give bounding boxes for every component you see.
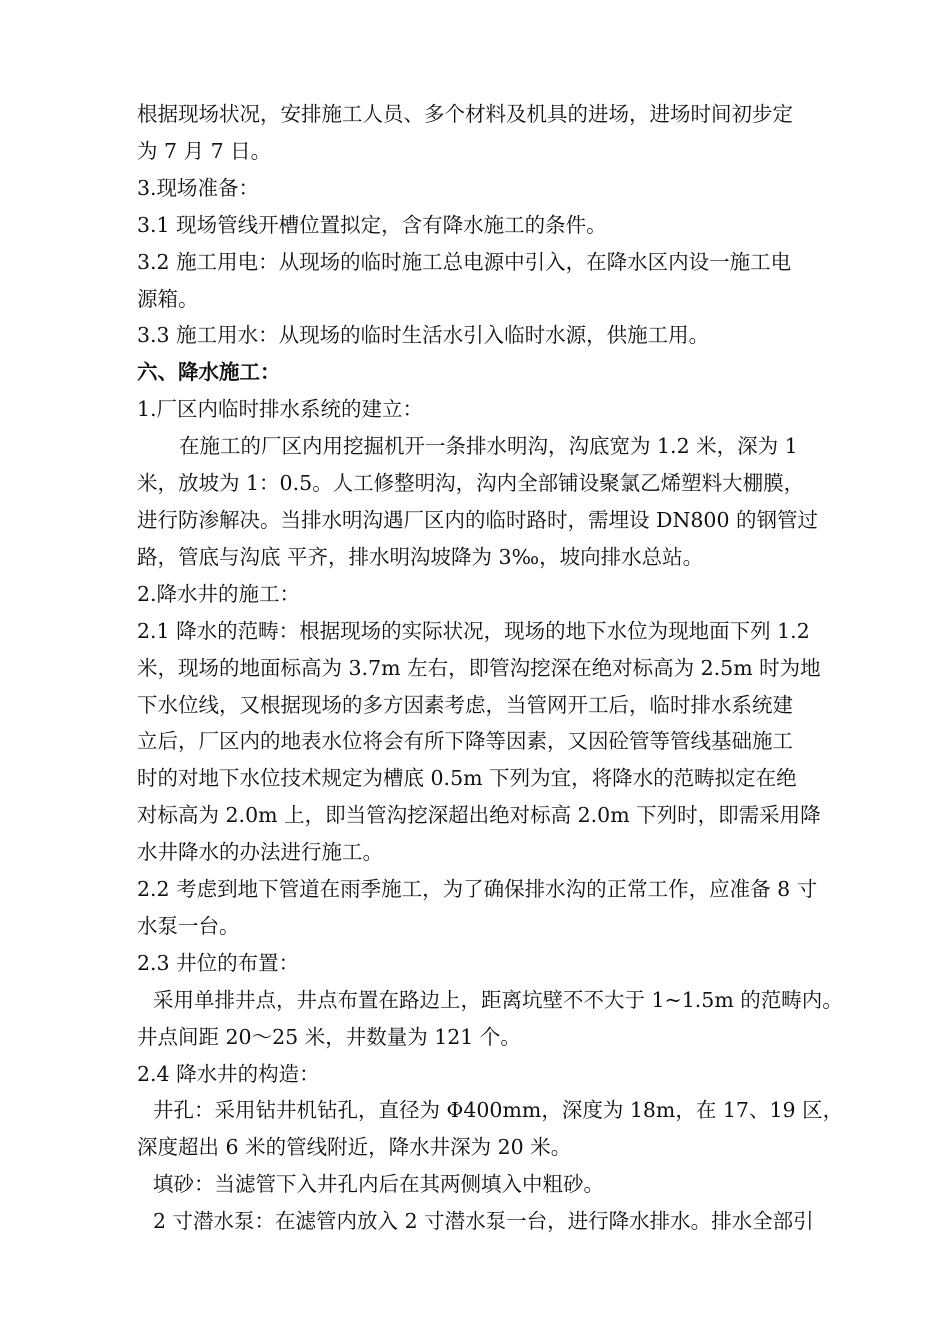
document-body xyxy=(137,96,872,1240)
section-heading: 3.现场准备： xyxy=(137,175,260,200)
paragraph-line: 水泵一台。 xyxy=(137,913,240,938)
paragraph-line: 进行防渗解决。当排水明沟遇厂区内的临时路时，需埋设 DN800 的钢管过 xyxy=(137,507,819,532)
section-heading: 2.4 降水井的构造： xyxy=(137,1061,320,1086)
paragraph-line: 采用单排井点，井点布置在路边上，距离坑壁不不大于 1~1.5m 的范畴内。 xyxy=(153,987,843,1012)
paragraph-line: 在施工的厂区内用挖掘机开一条排水明沟，沟底宽为 1.2 米，深为 1 xyxy=(179,434,798,459)
paragraph-line: 填砂：当滤管下入井孔内后在其两侧填入中粗砂。 xyxy=(153,1172,604,1197)
paragraph-line: 2.2 考虑到地下管道在雨季施工，为了确保排水沟的正常工作，应准备 8 寸 xyxy=(137,877,818,902)
paragraph-line: 深度超出 6 米的管线附近，降水井深为 20 米。 xyxy=(137,1135,572,1160)
section-heading: 2.降水井的施工： xyxy=(137,581,301,606)
paragraph-line: 为 7 月 7 日。 xyxy=(137,138,272,163)
paragraph-line: 水井降水的办法进行施工。 xyxy=(137,840,383,865)
paragraph-line: 米，现场的地面标高为 3.7m 左右，即管沟挖深在绝对标高为 2.5m 时为地 xyxy=(137,655,821,680)
section-heading: 1.厂区内临时排水系统的建立： xyxy=(137,397,424,422)
paragraph-line: 对标高为 2.0m 上，即当管沟挖深超出绝对标高 2.0m 下列时，即需采用降 xyxy=(137,803,821,828)
paragraph-line: 井点间距 20～25 米，井数量为 121 个。 xyxy=(137,1024,521,1049)
paragraph-line: 2 寸潜水泵：在滤管内放入 2 寸潜水泵一台，进行降水排水。排水全部引 xyxy=(153,1209,814,1234)
paragraph-line: 立后，厂区内的地表水位将会有所下降等因素，又因砼管等管线基础施工 xyxy=(137,729,793,754)
paragraph-line: 井孔：采用钻井机钻孔，直径为 Φ400mm，深度为 18m，在 17、19 区， xyxy=(153,1098,844,1123)
paragraph-line: 下水位线，又根据现场的多方因素考虑，当管网开工后，临时排水系统建 xyxy=(137,692,793,717)
section-heading: 2.3 井位的布置： xyxy=(137,950,300,975)
paragraph-line: 3.3 施工用水：从现场的临时生活水引入临时水源，供施工用。 xyxy=(137,323,710,348)
chapter-heading: 六、降水施工： xyxy=(137,360,281,385)
paragraph-line: 根据现场状况，安排施工人员、多个材料及机具的进场，进场时间初步定 xyxy=(137,102,793,126)
paragraph-line: 3.2 施工用电：从现场的临时施工总电源中引入，在降水区内设一施工电 xyxy=(137,249,792,274)
paragraph-line: 米，放坡为 1：0.5。人工修整明沟，沟内全部铺设聚氯乙烯塑料大棚膜， xyxy=(137,471,805,496)
paragraph-line: 时的对地下水位技术规定为槽底 0.5m 下列为宜，将降水的范畴拟定在绝 xyxy=(137,766,797,791)
paragraph-line: 源箱。 xyxy=(137,286,199,311)
paragraph-line: 2.1 降水的范畴：根据现场的实际状况，现场的地下水位为现地面下列 1.2 xyxy=(137,618,810,643)
paragraph-line: 路，管底与沟底 平齐，排水明沟坡降为 3‰，坡向排水总站。 xyxy=(137,544,704,569)
paragraph-line: 3.1 现场管线开槽位置拟定，含有降水施工的条件。 xyxy=(137,212,607,237)
